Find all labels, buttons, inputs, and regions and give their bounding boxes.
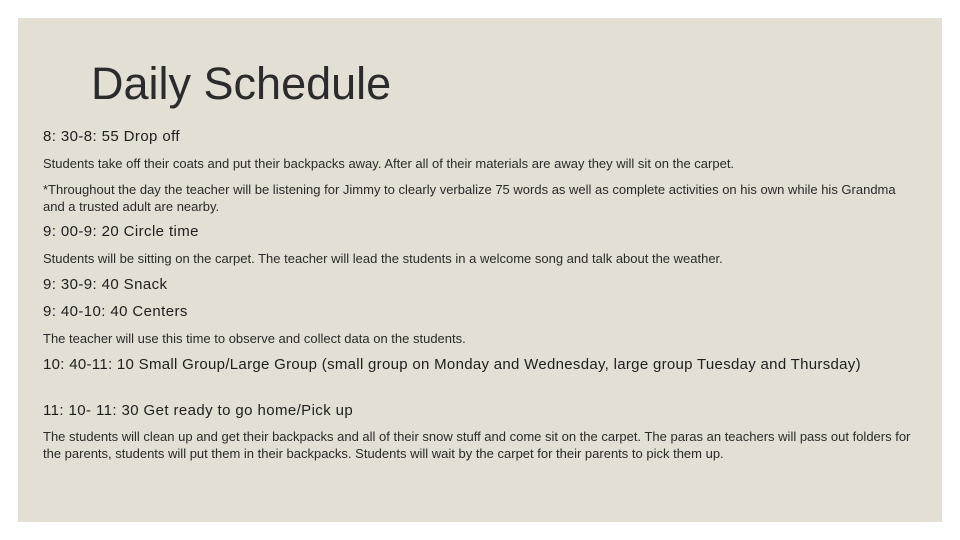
- schedule-heading-small-large-group: [43, 356, 893, 374]
- schedule-heading-drop-off: 8: 30-8: 55 Drop off: [43, 128, 180, 145]
- pick-up-description: The students will clean up and get their backpacks and all of their snow stuff and come sit on the carpet. The paras an teachers will pass out folders for the parents, students will put them in their backpacks. Students will wait by the carpet for their parents to pick them up.: [43, 429, 911, 461]
- small-large-group-note: (small group on Monday and Wednesday, large group Tuesday and Thursday): [317, 356, 861, 373]
- centers-description: The teacher will use this time to observe and collect data on the students.: [43, 331, 466, 346]
- page-title: Daily Schedule: [91, 58, 392, 109]
- slide: [18, 18, 942, 522]
- schedule-heading-pick-up: 11: 10- 11: 30 Get ready to go home/Pick up: [43, 402, 354, 419]
- schedule-heading-centers: 9: 40-10: 40 Centers: [43, 303, 188, 320]
- drop-off-description: Students take off their coats and put their backpacks away. After all of their materials are away they will sit on the carpet.: [43, 156, 735, 171]
- goal-note: *Throughout the day the teacher will be listening for Jimmy to clearly verbalize 75 words as well as complete activities on his own while his Grandma and a trusted adult are nearby.: [43, 182, 896, 214]
- circle-time-description: Students will be sitting on the carpet. The teacher will lead the students in a welcome song and talk about the weather.: [43, 251, 723, 266]
- schedule-heading-snack: 9: 30-9: 40 Snack: [43, 276, 168, 293]
- small-large-group-time: 10: 40-11: 10 Small Group/Large Group: [43, 356, 318, 373]
- schedule-heading-circle-time: 9: 00-9: 20 Circle time: [43, 223, 199, 240]
